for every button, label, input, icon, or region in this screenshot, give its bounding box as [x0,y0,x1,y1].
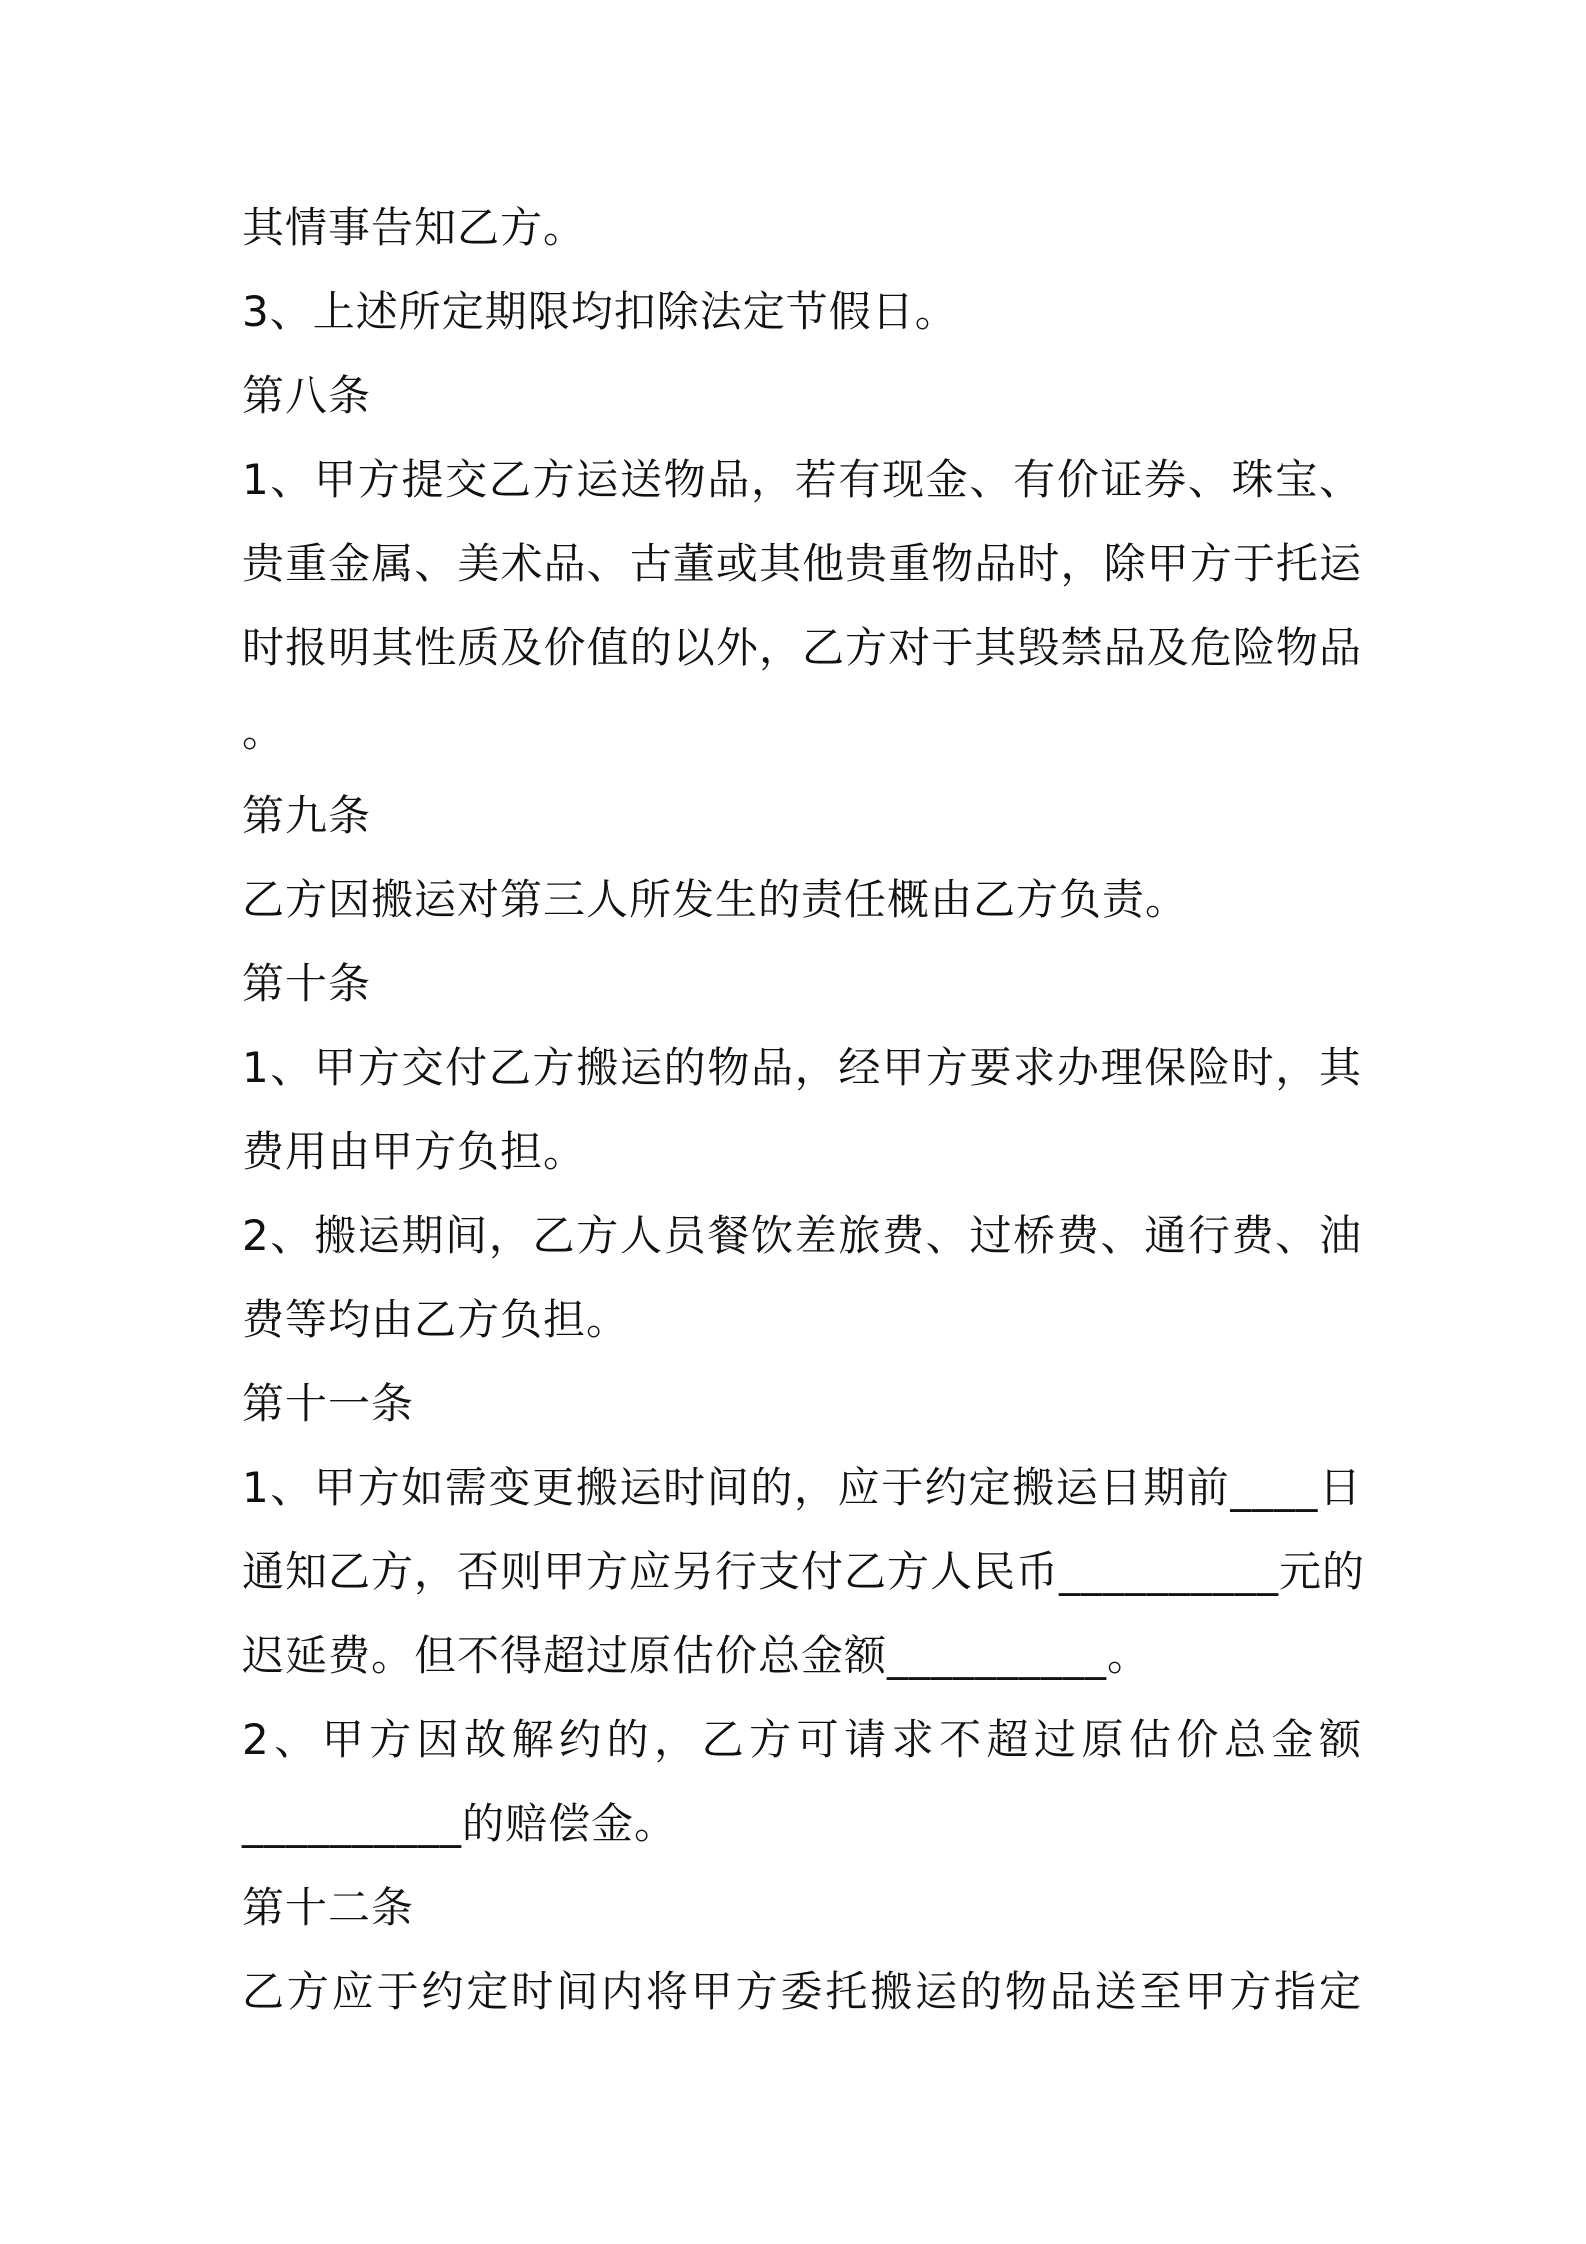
text-line: 。 [242,707,286,756]
text-line: __________的赔偿金。 [242,1799,678,1848]
text-line: 1、甲方如需变更搬运时间的，应于约定搬运日期前____日 [242,1463,1362,1512]
article-heading: 第八条 [242,371,372,420]
text-line: 1、甲方交付乙方搬运的物品，经甲方要求办理保险时，其 [242,1043,1362,1092]
text-line: 费等均由乙方负担。 [242,1295,630,1344]
article-heading: 第十二条 [242,1883,415,1932]
text-line: 迟延费。但不得超过原估价总金额__________。 [242,1631,1151,1680]
text-line: 贵重金属、美术品、古董或其他贵重物品时，除甲方于托运 [242,539,1362,588]
text-line: 乙方因搬运对第三人所发生的责任概由乙方负责。 [242,875,1189,924]
text-line: 2、搬运期间，乙方人员餐饮差旅费、过桥费、通行费、油 [242,1211,1362,1260]
text-line: 3、上述所定期限均扣除法定节假日。 [242,287,958,336]
text-line: 1、甲方提交乙方运送物品，若有现金、有价证券、珠宝、 [242,455,1362,504]
article-heading: 第十一条 [242,1379,415,1428]
text-line: 2、甲方因故解约的，乙方可请求不超过原估价总金额 [242,1715,1362,1764]
text-line: 费用由甲方负担。 [242,1127,587,1176]
text-line: 通知乙方，否则甲方应另行支付乙方人民币__________元的 [242,1547,1366,1596]
article-heading: 第十条 [242,959,372,1008]
text-line: 其情事告知乙方。 [242,203,587,252]
text-line: 时报明其性质及价值的以外，乙方对于其毁禁品及危险物品 [242,623,1362,672]
text-line: 乙方应于约定时间内将甲方委托搬运的物品送至甲方指定 [242,1967,1362,2016]
article-heading: 第九条 [242,791,372,840]
